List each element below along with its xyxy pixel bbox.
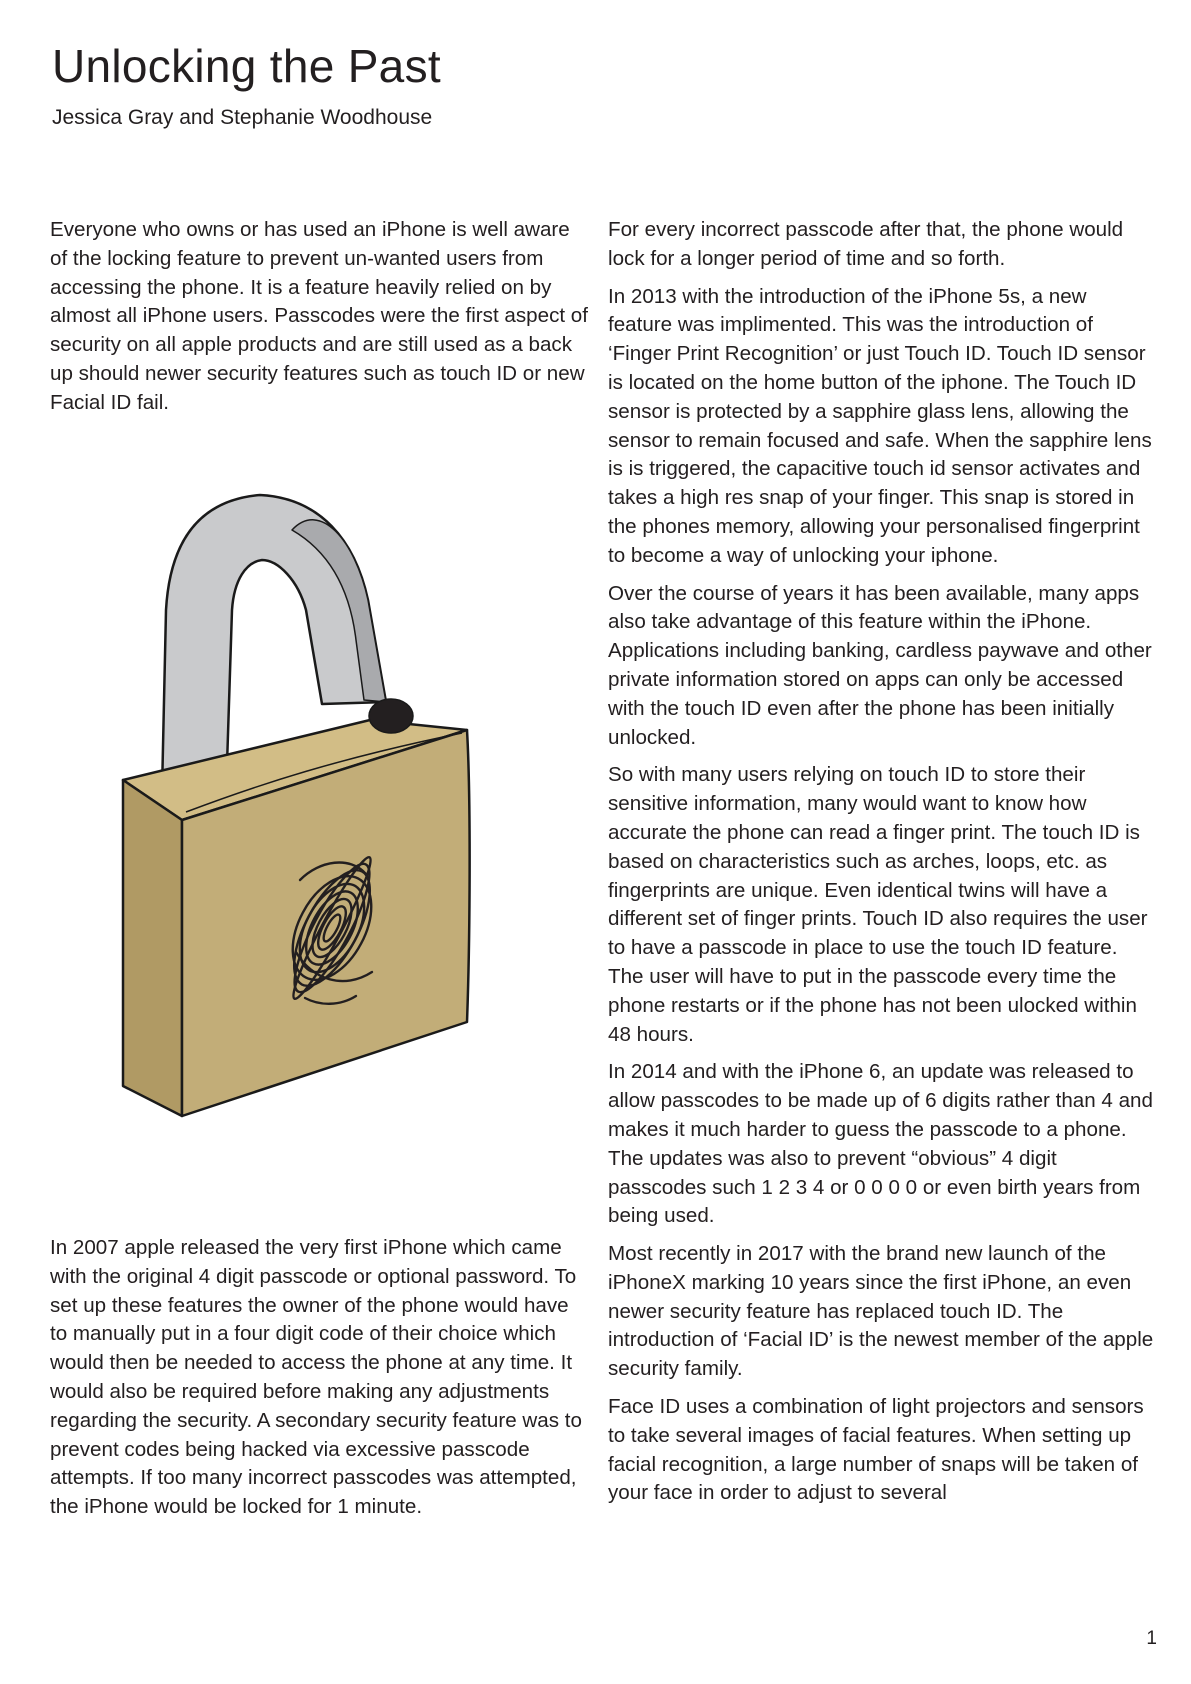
page-number: 1	[1146, 1628, 1157, 1649]
paragraph-apps: Over the course of years it has been available, many apps also take advantage of this feature within the iPhone. Applications including banking, cardless paywave and other private information stored on apps can only be accessed with the touch ID even after the phone has been initially unlocked.	[608, 581, 1152, 749]
paragraph-accuracy: So with many users relying on touch ID to store their sensitive information, many would want to know how accurate the phone can read a finger print. The touch ID is based on characteristics such as arches, loops, etc. as fingerprints are unique. Even identical twins will have a different set of finger prints. Touch ID also requires the user to have a passcode in place to use the touch ID feature. The user will have to put in the passcode every time the phone restarts or if the phone has not been ulocked within 48 hours.	[608, 763, 1148, 1046]
keyhole-icon	[369, 699, 413, 733]
right-column	[608, 216, 1156, 1517]
paragraph-touch-id-intro: In 2013 with the introduction of the iPhone 5s, a new feature was implimented. This was the introduction of ‘Finger Print Recognition’ or just Touch ID. Touch ID sensor is located on the home button of the iphone. The Touch ID sensor is protected by a sapphire glass lens, allowing the sensor to remain focused and safe. When the sapphire lens is is triggered, the capacitive touch id sensor activates and takes a high res snap of your finger. This snap is stored in the phones memory, allowing your personalised fingerprint to become a way of unlocking your iphone.	[608, 284, 1152, 567]
left-column-intro	[50, 216, 590, 427]
padlock-fingerprint-icon	[118, 480, 518, 1220]
paragraph-incorrect-passcode: For every incorrect passcode after that, the phone would lock for a longer period of time and so forth.	[608, 218, 1124, 270]
paragraph-iphone-6: In 2014 and with the iPhone 6, an update was released to allow passcodes to be made up of 6 digits rather than 4 and makes it much harder to guess the passcode to a phone. The updates was also to prevent “obvious” 4 digit passcodes such 1 2 3 4 or 0 0 0 0 or even birth years from being used.	[608, 1060, 1153, 1228]
paragraph-2007: In 2007 apple released the very first iPhone which came with the original 4 digit passcode or optional password. To set up these features the owner of the phone would have to manually put in a four digit code of their choice which would then be needed to access the phone at any time. It would also be required before making any adjustments regarding the security. A secondary security feature was to prevent codes being hacked via excessive passcode attempts. If too many incorrect passcodes was attempted, the iPhone would be locked for 1 minute.	[50, 1236, 582, 1519]
paragraph-intro: Everyone who owns or has used an iPhone is well aware of the locking feature to prevent un-wanted users from accessing the phone. It is a feature heavily relied on by almost all iPhone users. Passcodes were the first aspect of security on all apple products and are still used as a back up should newer security features such as touch ID or new Facial ID fail.	[50, 218, 588, 414]
authors: Jessica Gray and Stephanie Woodhouse	[52, 106, 433, 129]
lock-body-icon	[123, 720, 470, 1116]
left-column-history	[50, 1234, 590, 1531]
paragraph-iphone-x: Most recently in 2017 with the brand new launch of the iPhoneX marking 10 years since the first iPhone, an even newer security feature has replaced touch ID. The introduction of ‘Facial ID’ is the newest member of the apple security family.	[608, 1242, 1154, 1381]
page-title: Unlocking the Past	[52, 40, 441, 92]
paragraph-face-id: Face ID uses a combination of light projectors and sensors to take several images of facial features. When setting up facial recognition, a large number of snaps will be taken of your face in order to adjust to several	[608, 1395, 1144, 1505]
